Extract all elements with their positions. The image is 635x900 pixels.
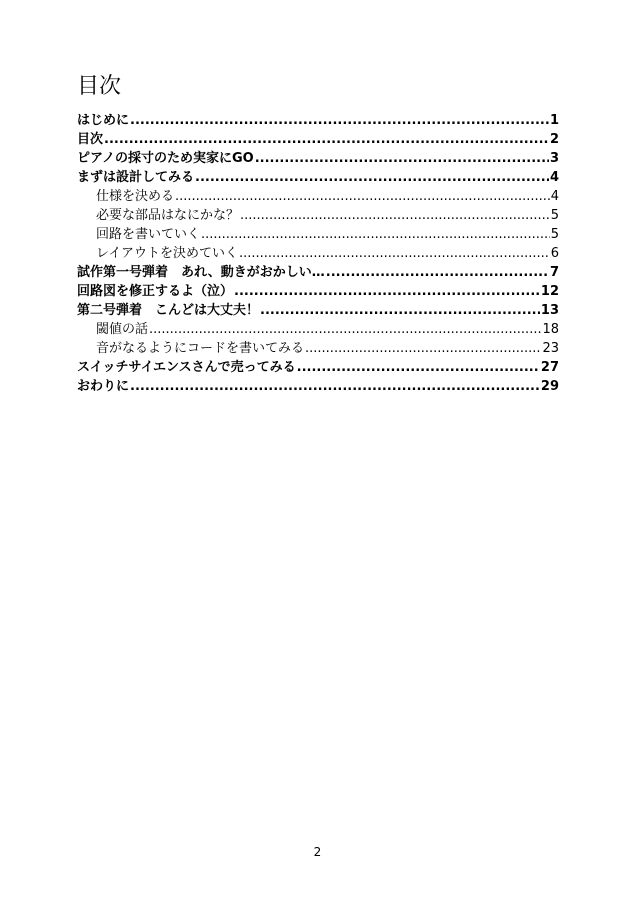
toc-entry-title: 回路図を修正するよ（泣） bbox=[77, 284, 234, 299]
toc-entry[interactable] bbox=[77, 358, 559, 377]
toc-entry-title: はじめに bbox=[77, 113, 130, 128]
toc-entry[interactable] bbox=[77, 225, 559, 244]
toc-entry-title: 目次 bbox=[77, 132, 104, 147]
toc-entry-page: 1 bbox=[549, 113, 559, 128]
toc-entry-page: 6 bbox=[550, 246, 559, 261]
toc-entry-page: 29 bbox=[540, 379, 559, 394]
toc-entry[interactable] bbox=[77, 187, 559, 206]
toc-entry-title: 必要な部品はなにかな？ bbox=[96, 208, 240, 223]
toc-entry[interactable] bbox=[77, 339, 559, 358]
toc-dot-leader bbox=[255, 149, 549, 168]
toc-dot-leader bbox=[239, 244, 550, 263]
toc-entry[interactable] bbox=[77, 130, 559, 149]
toc-entry-page: 13 bbox=[540, 303, 559, 318]
toc-entry[interactable] bbox=[77, 301, 559, 320]
toc-dot-leader bbox=[234, 282, 540, 301]
toc-dot-leader bbox=[175, 187, 550, 206]
toc-entry[interactable] bbox=[77, 111, 559, 130]
toc-dot-leader bbox=[104, 130, 549, 149]
toc-entry-page: 2 bbox=[549, 132, 559, 147]
toc-dot-leader bbox=[130, 111, 549, 130]
toc-entry[interactable] bbox=[77, 282, 559, 301]
toc-entry-page: 5 bbox=[550, 227, 559, 242]
toc-dot-leader bbox=[201, 225, 550, 244]
page-title: 目次 bbox=[77, 74, 122, 99]
toc-dot-leader bbox=[130, 377, 540, 396]
toc-entry-page: 27 bbox=[540, 360, 559, 375]
toc-entry-page: 23 bbox=[542, 341, 559, 356]
toc-entry[interactable] bbox=[77, 320, 559, 339]
page-number: 2 bbox=[313, 845, 322, 859]
toc-entry-title: スイッチサイエンスさんで売ってみる bbox=[77, 360, 296, 375]
toc-entry-title: 試作第一号弾着 あれ、動きがおかしい… bbox=[77, 265, 325, 280]
toc-dot-leader bbox=[149, 320, 541, 339]
toc-entry-page: 3 bbox=[549, 151, 559, 166]
toc-dot-leader bbox=[326, 263, 549, 282]
toc-entry[interactable] bbox=[77, 263, 559, 282]
toc-entry-title: 仕様を決める bbox=[96, 189, 175, 204]
toc-dot-leader bbox=[195, 168, 549, 187]
toc-entry[interactable] bbox=[77, 206, 559, 225]
toc-entry-title: ピアノの採寸のため実家にGO bbox=[77, 151, 254, 166]
toc-entry-page: 4 bbox=[549, 170, 559, 185]
toc-entry[interactable] bbox=[77, 244, 559, 263]
toc-dot-leader bbox=[260, 301, 540, 320]
table-of-contents bbox=[77, 111, 559, 396]
toc-entry-title: 回路を書いていく bbox=[96, 227, 201, 242]
toc-entry-page: 12 bbox=[540, 284, 559, 299]
toc-dot-leader bbox=[297, 358, 540, 377]
toc-entry[interactable] bbox=[77, 168, 559, 187]
toc-dot-leader bbox=[240, 206, 550, 225]
toc-entry[interactable] bbox=[77, 149, 559, 168]
toc-entry-page: 4 bbox=[550, 189, 559, 204]
toc-dot-leader bbox=[305, 339, 541, 358]
toc-entry-page: 5 bbox=[550, 208, 559, 223]
toc-entry[interactable] bbox=[77, 377, 559, 396]
toc-entry-page: 7 bbox=[549, 265, 559, 280]
toc-entry-title: 音がなるようにコードを書いてみる bbox=[96, 341, 305, 356]
toc-entry-title: 第二号弾着 こんどは大丈夫！ bbox=[77, 303, 260, 318]
toc-entry-title: レイアウトを決めていく bbox=[96, 246, 238, 261]
toc-entry-title: まずは設計してみる bbox=[77, 170, 195, 185]
toc-entry-title: おわりに bbox=[77, 379, 130, 394]
toc-entry-page: 18 bbox=[542, 322, 559, 337]
toc-entry-title: 閾値の話 bbox=[96, 322, 149, 337]
